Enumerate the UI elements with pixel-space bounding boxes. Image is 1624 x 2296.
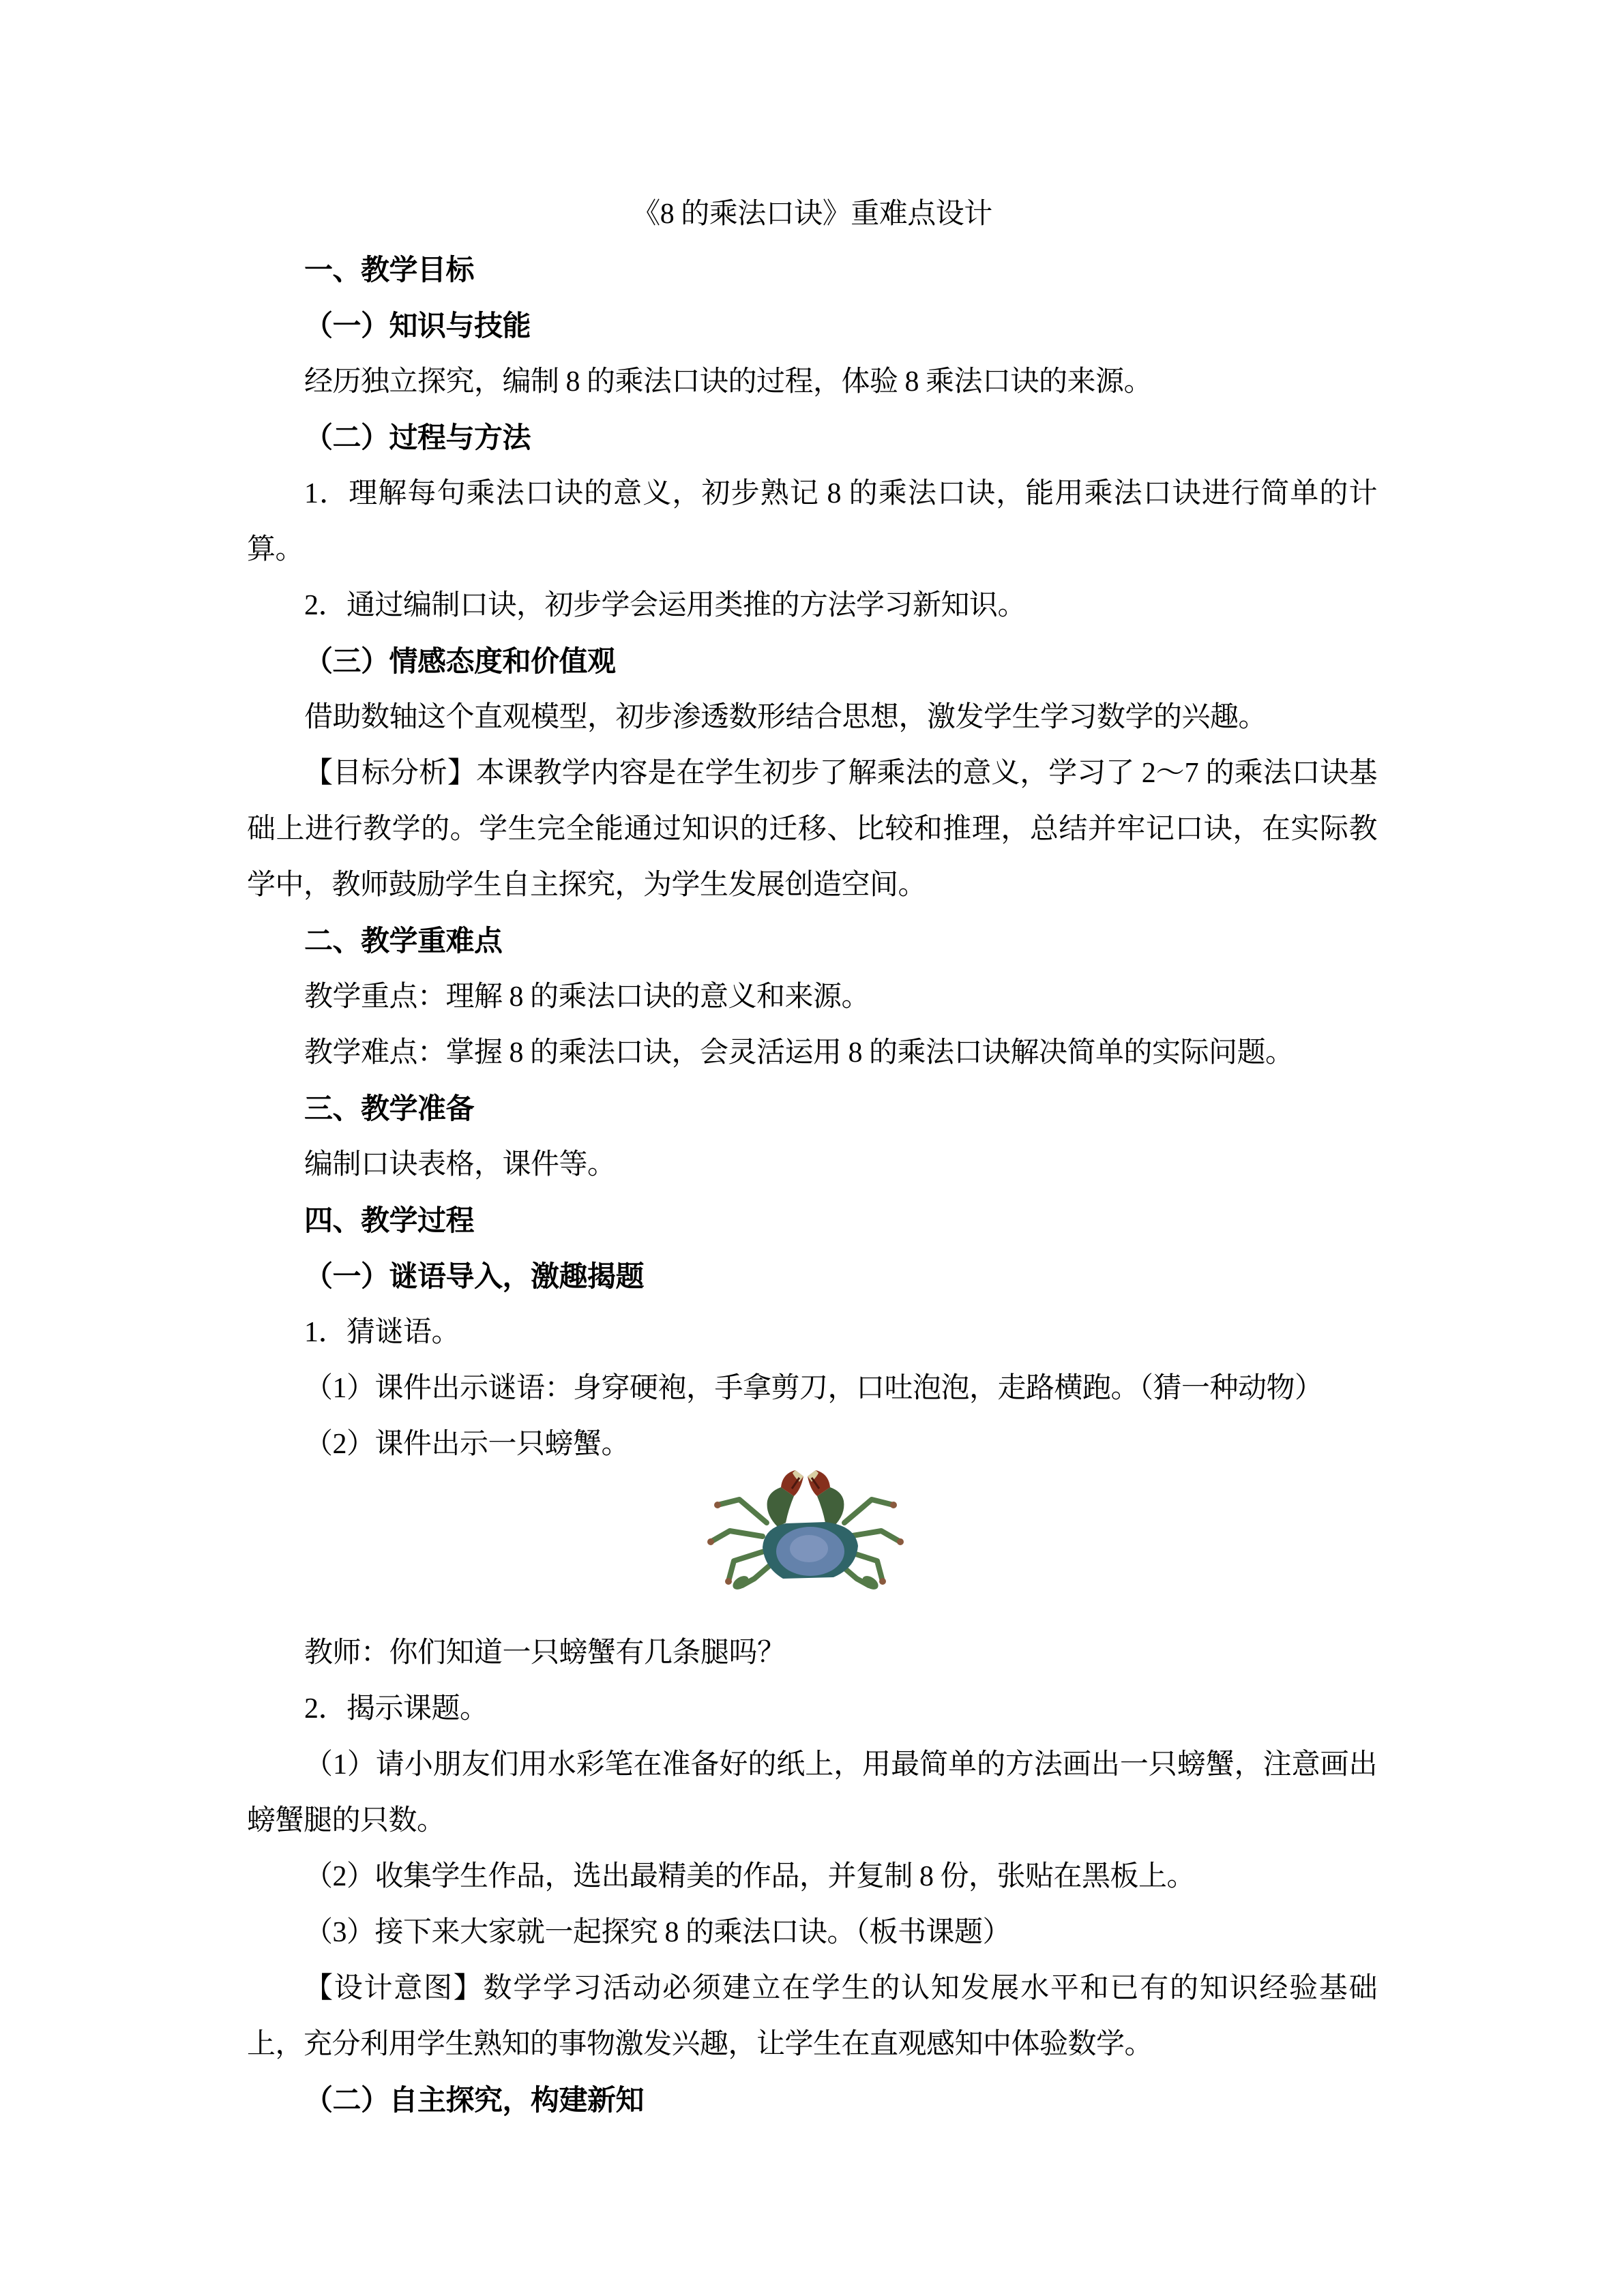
heading-section-1-teaching-objectives: 一、教学目标 [304,254,475,286]
para-teaching-preparation: 编制口诀表格，课件等。 [304,1149,616,1180]
heading-section-4-teaching-process: 四、教学过程 [304,1204,475,1236]
para-teacher-question: 教师：你们知道一只螃蟹有几条腿吗？ [304,1637,786,1669]
para-draw-crab-line-2: 螃蟹腿的只数。 [247,1805,445,1836]
crab-image [701,1464,910,1594]
para-design-intent-line-1: 【设计意图】数学学习活动必须建立在学生的认知发展水平和已有的知识经验基础 [304,1973,1377,2004]
para-objective-analysis-line-3: 学中，教师鼓励学生自主探究，为学生发展创造空间。 [247,869,927,901]
para-knowledge-skills-goal: 经历独立探究，编制 8 的乘法口诀的过程，体验 8 乘法口诀的来源。 [304,366,1153,398]
para-teaching-difficult-point: 教学难点：掌握 8 的乘法口诀，会灵活运用 8 的乘法口诀解决简单的实际问题。 [304,1037,1294,1069]
para-reveal-topic: 2．揭示课题。 [304,1693,488,1725]
para-teaching-key-point: 教学重点：理解 8 的乘法口诀的意义和来源。 [304,981,870,1013]
para-explore-multiplication: （3）接下来大家就一起探究 8 的乘法口诀。（板书课题） [304,1917,1012,1948]
crab-body-highlight [790,1535,828,1562]
crab-figure [247,1464,1377,1594]
para-show-crab: （2）课件出示一只螃蟹。 [304,1429,630,1460]
heading-section-3-teaching-preparation: 三、教学准备 [304,1092,475,1124]
para-objective-analysis-line-2: 础上进行教学的。学生完全能通过知识的迁移、比较和推理，总结并牢记口诀，在实际教 [247,814,1377,845]
heading-affect-attitude-values: （三）情感态度和价值观 [304,645,616,677]
para-process-method-item-2: 2．通过编制口诀，初步学会运用类推的方法学习新知识。 [304,590,1027,621]
heading-riddle-introduction: （一）谜语导入，激趣揭题 [304,1260,645,1292]
para-objective-analysis-line-1: 【目标分析】本课教学内容是在学生初步了解乘法的意义，学习了 2～7 的乘法口诀基 [304,758,1377,789]
para-draw-crab-line-1: （1）请小朋友们用水彩笔在准备好的纸上，用最简单的方法画出一只螃蟹，注意画出 [304,1749,1377,1780]
para-process-method-item-1-line-2: 算。 [247,534,304,565]
document-content [247,186,1377,2128]
para-process-method-item-1-line-1: 1．理解每句乘法口诀的意义，初步熟记 8 的乘法口诀，能用乘法口诀进行简单的计 [304,478,1377,509]
document-title: 《8 的乘法口诀》重难点设计 [632,198,992,230]
heading-section-2-key-difficult-points: 二、教学重难点 [304,925,503,957]
para-guess-riddle: 1．猜谜语。 [304,1317,460,1348]
para-riddle-content: （1）课件出示谜语：身穿硬袍，手拿剪刀，口吐泡泡，走路横跑。（猜一种动物） [304,1373,1323,1404]
heading-independent-exploration: （二）自主探究，构建新知 [304,2084,645,2116]
heading-process-and-method: （二）过程与方法 [304,421,531,453]
para-affect-goal: 借助数轴这个直观模型，初步渗透数形结合思想，激发学生学习数学的兴趣。 [304,702,1267,733]
para-collect-works: （2）收集学生作品，选出最精美的作品，并复制 8 份，张贴在黑板上。 [304,1861,1196,1892]
para-design-intent-line-2: 上，充分利用学生熟知的事物激发兴趣，让学生在直观感知中体验数学。 [247,2029,1153,2060]
heading-knowledge-and-skills: （一）知识与技能 [304,310,531,342]
